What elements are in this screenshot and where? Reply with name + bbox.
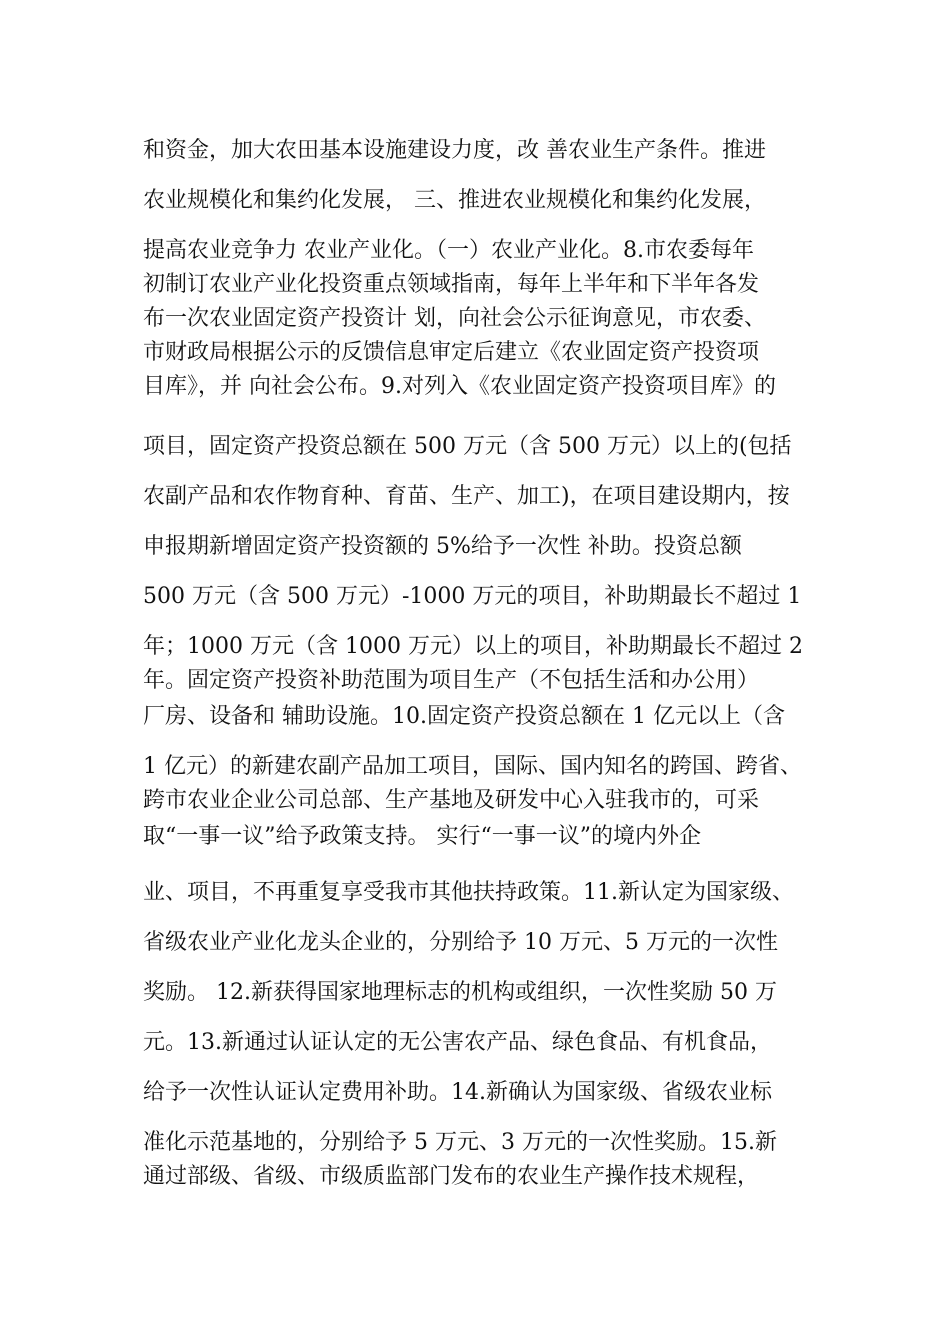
text-line: 厂房、设备和 辅助设施。10.固定资产投资总额在 1 亿元以上（含	[143, 704, 785, 729]
text-line: 准化示范基地的，分别给予 5 万元、3 万元的一次性奖励。15.新	[143, 1130, 777, 1155]
text-line: 500 万元（含 500 万元）-1000 万元的项目，补助期最长不超过 1	[143, 584, 802, 609]
text-line: 市财政局根据公示的反馈信息审定后建立《农业固定资产投资项	[143, 340, 760, 365]
text-line: 和资金，加大农田基本设施建设力度，改 善农业生产条件。推进	[143, 138, 766, 163]
text-line: 项目，固定资产投资总额在 500 万元（含 500 万元）以上的(包括	[143, 434, 792, 459]
text-line: 提高农业竞争力 农业产业化。（一）农业产业化。8.市农委每年	[143, 238, 754, 263]
text-line: 初制订农业产业化投资重点领域指南，每年上半年和下半年各发	[143, 272, 760, 297]
text-line: 给予一次性认证认定费用补助。14.新确认为国家级、省级农业标	[143, 1080, 772, 1105]
text-line: 业、项目，不再重复享受我市其他扶持政策。11.新认定为国家级、	[143, 880, 794, 905]
text-line: 元。13.新通过认证认定的无公害农产品、绿色食品、有机食品，	[143, 1030, 772, 1055]
text-line: 取“一事一议”给予政策支持。 实行“一事一议”的境内外企	[143, 824, 701, 849]
text-line: 年；1000 万元（含 1000 万元）以上的项目，补助期最长不超过 2	[143, 634, 803, 659]
text-line: 年。固定资产投资补助范围为项目生产（不包括生活和办公用）	[143, 668, 760, 693]
text-line: 申报期新增固定资产投资额的 5%给予一次性 补助。投资总额	[143, 534, 742, 559]
text-line: 农业规模化和集约化发展， 三、推进农业规模化和集约化发展，	[143, 188, 766, 213]
text-line: 省级农业产业化龙头企业的，分别给予 10 万元、5 万元的一次性	[143, 930, 778, 955]
text-line: 1 亿元）的新建农副产品加工项目，国际、国内知名的跨国、跨省、	[143, 754, 802, 779]
text-line: 奖励。 12.新获得国家地理标志的机构或组织，一次性奖励 50 万	[143, 980, 777, 1005]
text-line: 目库》，并 向社会公布。9.对列入《农业固定资产投资项目库》的	[143, 374, 776, 399]
text-line: 布一次农业固定资产投资计 划，向社会公示征询意见，市农委、	[143, 306, 766, 331]
text-line: 跨市农业企业公司总部、生产基地及研发中心入驻我市的，可采	[143, 788, 760, 813]
text-line: 农副产品和农作物育种、育苗、生产、加工)，在项目建设期内，按	[143, 484, 790, 509]
text-line: 通过部级、省级、市级质监部门发布的农业生产操作技术规程，	[143, 1164, 760, 1189]
